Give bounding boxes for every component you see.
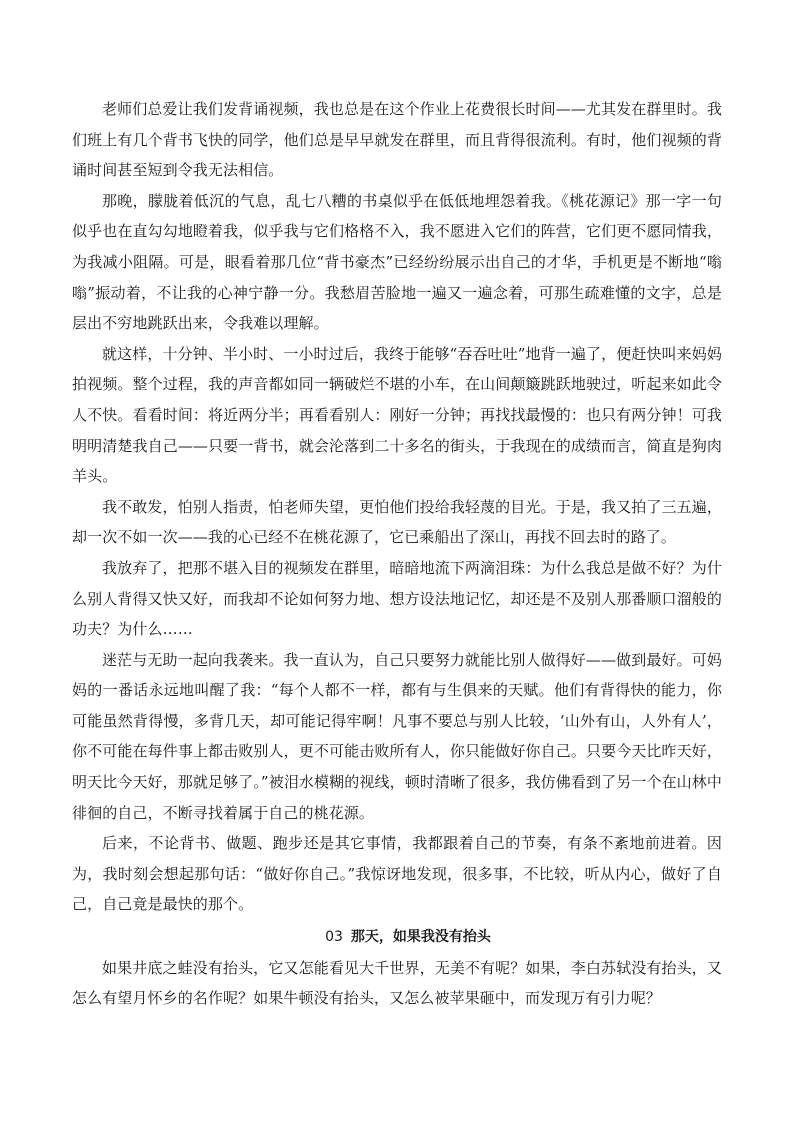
paragraph-2: 那晚，朦胧着低沉的气息，乱七八糟的书桌似乎在低低地埋怨着我。《桃花源记》那一字一句似乎也在直勾勾地瞪着我，似乎我与它们格格不入，我不愿进入它们的阵营，它们更不愿同情我，为我减小阻隔。可是，眼看着那几位“背书豪杰”已经纷纷展示出自己的才华，手机更是不断地“嗡嗡”振动着，不让我的心神宁静一分。我愁眉苦脸地一遍又一遍念着，可那生疏难懂的文字，总是层出不穷地跳跃出来，令我难以理解。: [72, 191, 722, 333]
paragraph-7: 后来，不论背书、做题、跑步还是其它事情，我都跟着自己的节奏，有条不紊地前进着。因为，我时刻会想起那句话：“做好你自己。”我惊讶地发现，很多事，不比较，听从内心，做好了自己，自己竟是最快的那个。: [72, 834, 722, 914]
paragraph-6: 迷茫与无助一起向我袭来。我一直认为，自己只要努力就能比别人做得好——做到最好。可妈妈的一番话永远地叫醒了我：“每个人都不一样，都有与生俱来的天赋。他们有背得快的能力，你可能虽然背得慢，多背几天，却可能记得牢啊！凡事不要总与别人比较，‘山外有山，人外有人’，你不可能在每件事上都击败别人，更不可能击败所有人，你只能做好你自己。只要今天比昨天好，明天比今天好，那就足够了。”被泪水模糊的视线，顿时清晰了很多，我仿佛看到了另一个在山林中徘徊的自己，不断寻找着属于自己的桃花源。: [72, 650, 722, 822]
paragraph-1: 老师们总爱让我们发背诵视频，我也总是在这个作业上花费很长时间——尤其发在群里时。我们班上有几个背书飞快的同学，他们总是早早就发在群里，而且背得很流利。有时，他们视频的背诵时间甚至短到令我无法相信。: [72, 100, 722, 180]
section-heading: [72, 922, 722, 953]
section-title: 那天，如果我没有抬头: [350, 929, 491, 946]
section-number: 03: [325, 929, 343, 946]
section-paragraph-1: 如果井底之蛙没有抬头，它又怎能看见大千世界，无美不有呢？如果，李白苏轼没有抬头，又怎么有望月怀乡的名作呢？如果牛顿没有抬头，又怎么被苹果砸中，而发现万有引力呢？: [72, 958, 722, 1008]
paragraph-4: 我不敢发，怕别人指责，怕老师失望，更怕他们投给我轻蔑的目光。于是，我又拍了三五遍，却一次不如一次——我的心已经不在桃花源了，它已乘船出了深山，再找不回去时的路了。: [72, 497, 722, 547]
paragraph-5: 我放弃了，把那不堪入目的视频发在群里，暗暗地流下两滴泪珠：为什么我总是做不好？为什么别人背得又快又好，而我却不论如何努力地、想方设法地记忆，却还是不及别人那番顺口溜般的功夫？为什么……: [72, 558, 722, 639]
paragraph-3: 就这样，十分钟、半小时、一小时过后，我终于能够“吞吞吐吐”地背一遍了，便赶快叫来妈妈拍视频。整个过程，我的声音都如同一辆破烂不堪的小车，在山间颠簸跳跃地驶过，听起来如此令人不快。看看时间：将近两分半；再看看别人：刚好一分钟；再找找最慢的：也只有两分钟！可我明明清楚我自己——只要一背书，就会沦落到二十多名的街头，于我现在的成绩而言，简直是狗肉羊头。: [72, 344, 722, 486]
document-page: [72, 94, 722, 1014]
